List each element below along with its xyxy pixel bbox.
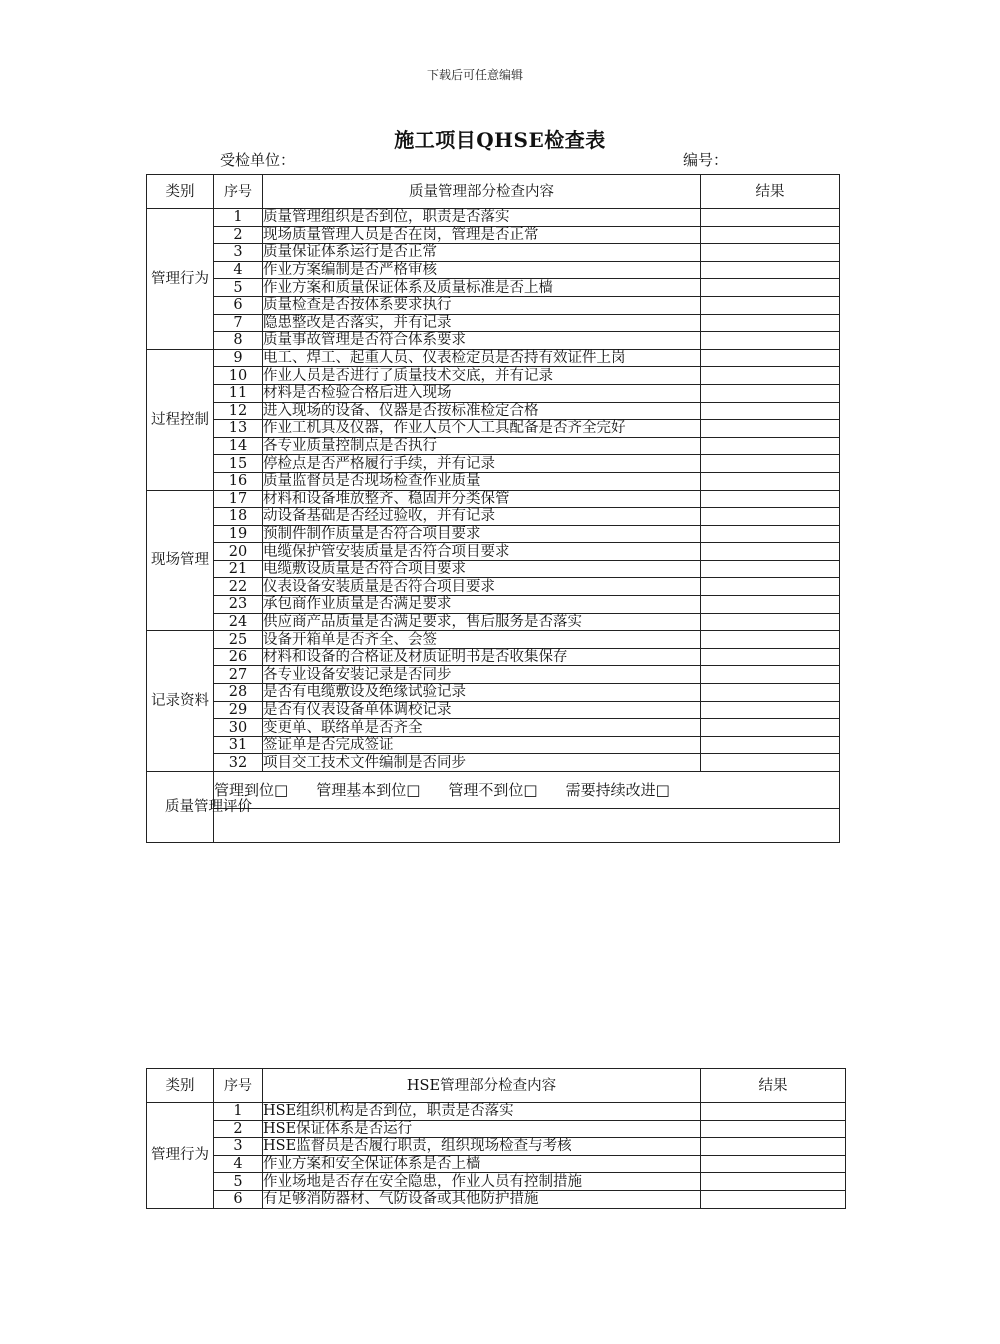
content-cell: HSE监督员是否履行职责，组织现场检查与考核 <box>263 1138 701 1156</box>
seq-cell: 30 <box>214 719 263 737</box>
table-row <box>147 367 840 385</box>
seq-cell: 2 <box>214 226 263 244</box>
table-row <box>147 244 840 262</box>
document-title: 施工项目QHSE检查表 <box>394 128 606 152</box>
result-cell[interactable] <box>701 472 840 490</box>
category-cell: 现场管理 <box>147 490 214 631</box>
table-row <box>147 1138 846 1156</box>
inspected-unit-label: 受检单位： <box>220 151 296 169</box>
table-row <box>147 684 840 702</box>
result-cell[interactable] <box>701 1173 846 1191</box>
seq-cell: 6 <box>214 296 263 314</box>
seq-cell: 12 <box>214 402 263 420</box>
seq-cell: 9 <box>214 349 263 367</box>
seq-cell: 20 <box>214 543 263 561</box>
content-cell: 作业方案和质量保证体系及质量标准是否上樯 <box>263 279 701 297</box>
seq-cell: 18 <box>214 508 263 526</box>
category-cell: 管理行为 <box>147 209 214 350</box>
table-header-row <box>147 1069 846 1103</box>
table-row <box>147 613 840 631</box>
seq-cell: 3 <box>214 244 263 262</box>
result-cell[interactable] <box>701 402 840 420</box>
result-cell[interactable] <box>701 578 840 596</box>
content-cell: 停检点是否严格履行手续，并有记录 <box>263 455 701 473</box>
content-cell: 质量检查是否按体系要求执行 <box>263 296 701 314</box>
content-cell: 作业人员是否进行了质量技术交底，并有记录 <box>263 367 701 385</box>
hse-check-table <box>146 1068 846 1209</box>
result-cell[interactable] <box>701 648 840 666</box>
content-cell: 项目交工技术文件编制是否同步 <box>263 754 701 772</box>
seq-cell: 32 <box>214 754 263 772</box>
header-category: 类别 <box>147 175 214 209</box>
category-cell: 记录资料 <box>147 631 214 772</box>
seq-cell: 23 <box>214 596 263 614</box>
content-cell: 有足够消防器材、气防设备或其他防护措施 <box>263 1190 701 1208</box>
content-cell: 设备开箱单是否齐全、会签 <box>263 631 701 649</box>
header-seq: 序号 <box>214 175 263 209</box>
result-cell[interactable] <box>701 261 840 279</box>
result-cell[interactable] <box>701 701 840 719</box>
result-cell[interactable] <box>701 209 840 227</box>
result-cell[interactable] <box>701 1155 846 1173</box>
evaluation-option-checkbox[interactable]: 需要持续改进□ <box>565 781 670 799</box>
result-cell[interactable] <box>701 437 840 455</box>
table-row <box>147 736 840 754</box>
result-cell[interactable] <box>701 349 840 367</box>
table-row <box>147 578 840 596</box>
table-row <box>147 209 840 227</box>
content-cell: HSE组织机构是否到位，职责是否落实 <box>263 1103 701 1121</box>
result-cell[interactable] <box>701 508 840 526</box>
seq-cell: 14 <box>214 437 263 455</box>
content-cell: 动设备基础是否经过验收，并有记录 <box>263 508 701 526</box>
result-cell[interactable] <box>701 455 840 473</box>
content-cell: 承包商作业质量是否满足要求 <box>263 596 701 614</box>
seq-cell: 5 <box>214 279 263 297</box>
content-cell: 进入现场的设备、仪器是否按标准检定合格 <box>263 402 701 420</box>
seq-cell: 13 <box>214 420 263 438</box>
table-row <box>147 1155 846 1173</box>
seq-cell: 5 <box>214 1173 263 1191</box>
seq-cell: 27 <box>214 666 263 684</box>
table-row <box>147 279 840 297</box>
seq-cell: 26 <box>214 648 263 666</box>
result-cell[interactable] <box>701 226 840 244</box>
result-cell[interactable] <box>701 525 840 543</box>
seq-cell: 1 <box>214 209 263 227</box>
content-cell: 作业方案和安全保证体系是否上樯 <box>263 1155 701 1173</box>
table-row <box>147 1120 846 1138</box>
result-cell[interactable] <box>701 666 840 684</box>
table-row <box>147 543 840 561</box>
table-row <box>147 560 840 578</box>
table-row <box>147 402 840 420</box>
header-result: 结果 <box>701 175 840 209</box>
table-row <box>147 472 840 490</box>
content-cell: 是否有仪表设备单体调校记录 <box>263 701 701 719</box>
result-cell[interactable] <box>701 613 840 631</box>
category-cell: 管理行为 <box>147 1103 214 1209</box>
table-row <box>147 666 840 684</box>
seq-cell: 24 <box>214 613 263 631</box>
table-row <box>147 314 840 332</box>
evaluation-options <box>214 772 840 809</box>
table-row <box>147 719 840 737</box>
table-row <box>147 596 840 614</box>
header-category: 类别 <box>147 1069 214 1103</box>
table-row <box>147 1190 846 1208</box>
result-cell[interactable] <box>701 420 840 438</box>
content-cell: 是否有电缆敷设及绝缘试验记录 <box>263 684 701 702</box>
table-row <box>147 437 840 455</box>
result-cell[interactable] <box>701 367 840 385</box>
table-row <box>147 455 840 473</box>
content-cell: 隐患整改是否落实，并有记录 <box>263 314 701 332</box>
content-cell: 供应商产品质量是否满足要求，售后服务是否落实 <box>263 613 701 631</box>
seq-cell: 15 <box>214 455 263 473</box>
table-header-row <box>147 175 840 209</box>
table-row <box>147 261 840 279</box>
seq-cell: 28 <box>214 684 263 702</box>
header-note: 下载后可任意编辑 <box>426 68 523 82</box>
seq-cell: 3 <box>214 1138 263 1156</box>
quality-table-body <box>147 175 840 843</box>
result-cell[interactable] <box>701 684 840 702</box>
content-cell: 材料是否检验合格后进入现场 <box>263 384 701 402</box>
result-cell[interactable] <box>701 1138 846 1156</box>
content-cell: 作业方案编制是否严格审核 <box>263 261 701 279</box>
seq-cell: 8 <box>214 332 263 350</box>
evaluation-category-cell: 质量管理评价 <box>147 772 214 843</box>
table-row <box>147 1173 846 1191</box>
content-cell: 仪表设备安装质量是否符合项目要求 <box>263 578 701 596</box>
table-row <box>147 349 840 367</box>
result-cell[interactable] <box>701 332 840 350</box>
table-row <box>147 508 840 526</box>
result-cell[interactable] <box>701 596 840 614</box>
seq-cell: 2 <box>214 1120 263 1138</box>
hse-table-body <box>147 1069 846 1209</box>
seq-cell: 4 <box>214 1155 263 1173</box>
table-row <box>147 490 840 508</box>
seq-cell: 25 <box>214 631 263 649</box>
result-cell[interactable] <box>701 314 840 332</box>
result-cell[interactable] <box>701 736 840 754</box>
content-cell: 各专业设备安装记录是否同步 <box>263 666 701 684</box>
header-content: 质量管理部分检查内容 <box>263 175 701 209</box>
content-cell: 质量事故管理是否符合体系要求 <box>263 332 701 350</box>
result-cell[interactable] <box>701 296 840 314</box>
content-cell: 各专业质量控制点是否执行 <box>263 437 701 455</box>
evaluation-option-checkbox[interactable]: 管理基本到位□ <box>316 781 421 799</box>
header-seq: 序号 <box>214 1069 263 1103</box>
seq-cell: 21 <box>214 560 263 578</box>
quality-check-table <box>146 174 840 843</box>
table-row <box>147 384 840 402</box>
table-row <box>147 631 840 649</box>
result-cell[interactable] <box>701 719 840 737</box>
result-cell[interactable] <box>701 1103 846 1121</box>
content-cell: 作业工机具及仪器，作业人员个人工具配备是否齐全完好 <box>263 420 701 438</box>
content-cell: 质量管理组织是否到位，职责是否落实 <box>263 209 701 227</box>
table-row <box>147 701 840 719</box>
header-result: 结果 <box>701 1069 846 1103</box>
content-cell: 预制件制作质量是否符合项目要求 <box>263 525 701 543</box>
table-row <box>147 296 840 314</box>
evaluation-row <box>147 772 840 809</box>
result-cell[interactable] <box>701 1120 846 1138</box>
seq-cell: 19 <box>214 525 263 543</box>
table-row <box>147 332 840 350</box>
seq-cell: 22 <box>214 578 263 596</box>
result-cell[interactable] <box>701 754 840 772</box>
result-cell[interactable] <box>701 490 840 508</box>
result-cell[interactable] <box>701 543 840 561</box>
evaluation-notes-cell[interactable] <box>214 809 840 843</box>
table-row <box>147 648 840 666</box>
content-cell: 电缆敷设质量是否符合项目要求 <box>263 560 701 578</box>
result-cell[interactable] <box>701 244 840 262</box>
content-cell: HSE保证体系是否运行 <box>263 1120 701 1138</box>
seq-cell: 17 <box>214 490 263 508</box>
result-cell[interactable] <box>701 560 840 578</box>
content-cell: 电工、焊工、起重人员、仪表检定员是否持有效证件上岗 <box>263 349 701 367</box>
table-row <box>147 754 840 772</box>
seq-cell: 4 <box>214 261 263 279</box>
table-row <box>147 1103 846 1121</box>
table-row <box>147 525 840 543</box>
content-cell: 质量监督员是否现场检查作业质量 <box>263 472 701 490</box>
seq-cell: 11 <box>214 384 263 402</box>
seq-cell: 6 <box>214 1190 263 1208</box>
evaluation-option-checkbox[interactable]: 管理到位□ <box>214 781 289 799</box>
content-cell: 作业场地是否存在安全隐患，作业人员有控制措施 <box>263 1173 701 1191</box>
seq-cell: 29 <box>214 701 263 719</box>
content-cell: 签证单是否完成签证 <box>263 736 701 754</box>
seq-cell: 1 <box>214 1103 263 1121</box>
result-cell[interactable] <box>701 384 840 402</box>
seq-cell: 16 <box>214 472 263 490</box>
content-cell: 质量保证体系运行是否正常 <box>263 244 701 262</box>
table-row <box>147 226 840 244</box>
content-cell: 变更单、联络单是否齐全 <box>263 719 701 737</box>
header-content: HSE管理部分检查内容 <box>263 1069 701 1103</box>
number-label: 编号： <box>683 151 729 169</box>
seq-cell: 31 <box>214 736 263 754</box>
content-cell: 现场质量管理人员是否在岗，管理是否正常 <box>263 226 701 244</box>
evaluation-option-checkbox[interactable]: 管理不到位□ <box>448 781 538 799</box>
result-cell[interactable] <box>701 279 840 297</box>
category-cell: 过程控制 <box>147 349 214 490</box>
content-cell: 材料和设备堆放整齐、稳固并分类保管 <box>263 490 701 508</box>
result-cell[interactable] <box>701 631 840 649</box>
content-cell: 材料和设备的合格证及材质证明书是否收集保存 <box>263 648 701 666</box>
seq-cell: 7 <box>214 314 263 332</box>
result-cell[interactable] <box>701 1190 846 1208</box>
seq-cell: 10 <box>214 367 263 385</box>
content-cell: 电缆保护管安装质量是否符合项目要求 <box>263 543 701 561</box>
table-row <box>147 420 840 438</box>
